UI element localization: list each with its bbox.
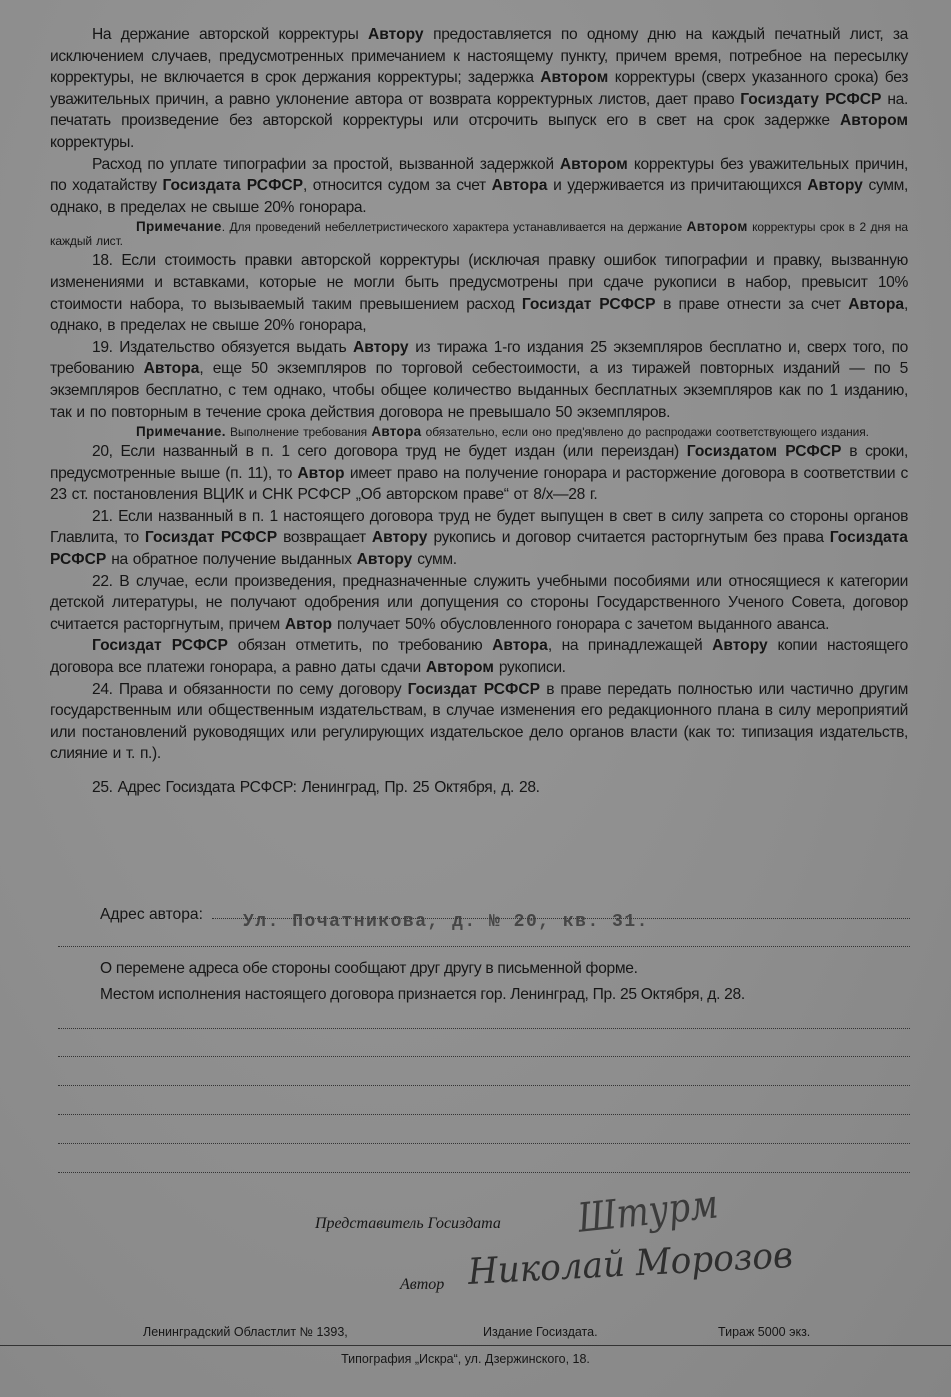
- print-run: Тираж 5000 экз.: [718, 1325, 811, 1339]
- text-run: рукопись и договор считается расторгнутым без права: [427, 529, 830, 547]
- edition-note: Издание Госиздата.: [483, 1325, 598, 1339]
- text-run: корректуры (сверх указанного срока) без уважительных причин, а равно уклонение автора от возврата корректурных листов, дает право: [50, 69, 908, 108]
- text-run: Расход по уплате типографии за простой, вызванной задержкой: [92, 155, 560, 173]
- text-run: из тиража 1-го издания 25 экземпляров бесплатно и, сверх того, по требованию: [50, 338, 908, 378]
- bold-term: Автору: [352, 338, 409, 356]
- text-run: возвращает: [277, 529, 372, 547]
- author-signature: Николай Морозов: [466, 1235, 794, 1293]
- bold-term: Автором: [559, 155, 628, 173]
- bold-term: Госиздата РСФСР: [50, 529, 908, 569]
- dotted-line: [58, 1028, 910, 1029]
- bold-term: Автором: [840, 112, 908, 130]
- bold-term: Автора: [491, 177, 548, 195]
- text-run: 22. В случае, если произведения, предназначенные служить учебными пособиями или относящиеся к категории детской литературы, не получают одобрения или допущения со стороны Государственного Ученого Совета, договор считается расторгнутым, причем: [50, 572, 908, 633]
- bold-term: Автора: [848, 295, 905, 313]
- text-run: в праве передать полностью или частично другим государственным или общественным издательствам, в случае изменения его редакционного плана в силу мероприятий или постановлений руководящих или регулирующих издательское дело органов власти (как то: типизация издательств, слияние и т. п.).: [50, 680, 908, 763]
- text-run: 24. Права и обязанности по сему договору: [92, 680, 408, 698]
- text-run: 20, Если названный в п. 1 сего договора труд не будет издан (или переиздан): [92, 443, 687, 461]
- bold-term: Госиздат РСФСР: [92, 637, 228, 655]
- text-run: обязательно, если оно пред'явлено до распродажи соответствующего издания.: [421, 425, 869, 440]
- place-of-execution: Местом исполнения настоящего договора признается гор. Ленинград, Пр. 25 Октября, д. 28.: [100, 986, 745, 1003]
- bold-term: Госиздат РСФСР: [144, 529, 278, 547]
- contract-clause: [50, 679, 908, 765]
- bold-term: Автору: [807, 177, 863, 195]
- note-paragraph: [50, 220, 908, 248]
- text-run: , относится судом за счет: [303, 177, 492, 195]
- text-run: Выполнение требования: [225, 425, 372, 440]
- contract-body: [50, 24, 908, 799]
- bold-term: Автором: [540, 69, 609, 87]
- bold-term: Автору: [712, 637, 768, 655]
- text-run: 21. Если названный в п. 1 настоящего договора труд не будет выпущен в свет в силу запрета со стороны органов Главлита, то: [50, 507, 908, 547]
- dotted-line: [58, 1172, 910, 1173]
- text-run: , еще 50 экземпляров по торговой себестоимости, а из тиражей повторных изданий — по 5 экземпляров бесплатно, с тем однако, чтобы общее количество выданных бесплатных экземпляров как по 1 изданию, так и по повторным в течение срока действия договора не превышало 50 экземпляров.: [50, 360, 908, 421]
- text-run: и удерживается из причитающихся: [547, 177, 808, 195]
- bold-term: Автором: [425, 659, 494, 677]
- contract-clause: [50, 777, 908, 799]
- author-label: Автор: [400, 1276, 445, 1293]
- text-run: сумм, однако, в пределах не свыше 20% гонорара.: [50, 177, 908, 216]
- contract-clause: [50, 441, 908, 506]
- text-run: 18. Если стоимость правки авторской корректуры (исключая правку ошибок типографии и правку, вызванную изменениями и вставками, которые не могли быть предусмотрены при сдаче рукописи в набор, превысит 10% стоимости набора, то вызываемый таким превышением расход: [50, 252, 908, 313]
- bold-term: Автору: [368, 26, 424, 43]
- dotted-line: [58, 1114, 910, 1115]
- footer-divider: [0, 1345, 951, 1346]
- author-address-label: Адрес автора:: [100, 906, 203, 923]
- text-run: копии настоящего договора все платежи гонорара, а равно даты сдачи: [50, 637, 908, 677]
- contract-clause: [50, 24, 908, 154]
- bold-term: Госиздат РСФСР: [407, 680, 540, 698]
- text-run: на обратное получение выданных: [106, 551, 357, 569]
- bold-term: Примечание.: [136, 424, 226, 440]
- dotted-line: [58, 946, 910, 947]
- dotted-line: [58, 1085, 910, 1086]
- contract-clause: [50, 154, 908, 219]
- text-run: 25. Адрес Госиздата РСФСР: Ленинград, Пр. 25 Октября, д. 28.: [92, 779, 540, 796]
- note-paragraph: [50, 425, 908, 439]
- text-run: На держание авторской корректуры: [92, 26, 369, 43]
- bold-term: Автор: [297, 464, 345, 482]
- bold-term: Госиздату РСФСР: [740, 90, 882, 108]
- dotted-line: [212, 918, 910, 919]
- text-run: . Для проведений небеллетристического характера устанавливается на держание: [221, 220, 687, 235]
- text-run: на. печатать произведение без авторской корректуры или отсрочить выпуск его в свет на срок задержке: [50, 90, 908, 130]
- bold-term: Примечание: [136, 219, 222, 235]
- bold-term: Госиздатом РСФСР: [686, 443, 842, 461]
- printer-info: Типография „Искра“, ул. Дзержинского, 18.: [341, 1352, 590, 1366]
- text-run: рукописи.: [493, 659, 566, 677]
- bold-term: Госиздата РСФСР: [162, 177, 304, 195]
- dotted-line: [58, 1056, 910, 1057]
- contract-clause: [50, 250, 908, 336]
- text-run: корректуры без уважительных причин, по ходатайству: [50, 155, 908, 195]
- text-run: получает 50% обусловленного гонорара с зачетом выданного аванса.: [332, 615, 830, 633]
- representative-signature: Штурм: [575, 1181, 721, 1242]
- censor-number: Ленинградский Областлит № 1393,: [143, 1325, 348, 1339]
- bold-term: Автору: [371, 529, 428, 547]
- dotted-line: [58, 1143, 910, 1144]
- bold-term: Автором: [686, 219, 748, 235]
- address-change-notice: О перемене адреса обе стороны сообщают друг другу в письменной форме.: [100, 960, 638, 977]
- text-run: , на принадлежащей: [547, 637, 713, 655]
- contract-clause: [50, 506, 908, 571]
- text-run: , однако, в пределах не свыше 20% гонорара,: [50, 295, 909, 335]
- text-run: предоставляется по одному дню на каждый печатный лист, за исключением случаев, предусмотренных примечанием к настоящему пункту, причем время, потребное на пересылку корректуры, не включается в срок держания корректуры; задержка: [50, 26, 908, 87]
- bold-term: Автора: [492, 637, 548, 655]
- bold-term: Автору: [356, 551, 413, 569]
- text-run: корректуры.: [50, 133, 134, 151]
- text-run: корректуры срок в 2 дня на каждый лист.: [50, 220, 908, 249]
- bold-term: Автор: [284, 615, 333, 633]
- contract-clause: [50, 337, 908, 423]
- bold-term: Автора: [371, 424, 422, 440]
- text-run: сумм.: [412, 551, 457, 569]
- representative-label: Представитель Госиздата: [315, 1215, 501, 1232]
- text-run: имеет право на получение гонорара и расторжение договора в соответствии с 23 ст. постановления ВЦИК и СНК РСФСР „Об авторском праве“ от 8/х—28 г.: [50, 464, 909, 504]
- contract-clause: [50, 571, 908, 636]
- contract-clause: [50, 635, 908, 678]
- text-run: в сроки, предусмотренные выше (п. 11), то: [50, 443, 908, 482]
- text-run: 19. Издательство обязуется выдать: [92, 338, 353, 356]
- bold-term: Госиздат РСФСР: [521, 295, 656, 313]
- text-run: в праве отнести за счет: [655, 295, 849, 313]
- text-run: обязан отметить, по требованию: [227, 637, 493, 655]
- author-address-stamp: Ул. Початникова, д. № 20, кв. 31.: [243, 912, 649, 932]
- bold-term: Автора: [143, 360, 200, 378]
